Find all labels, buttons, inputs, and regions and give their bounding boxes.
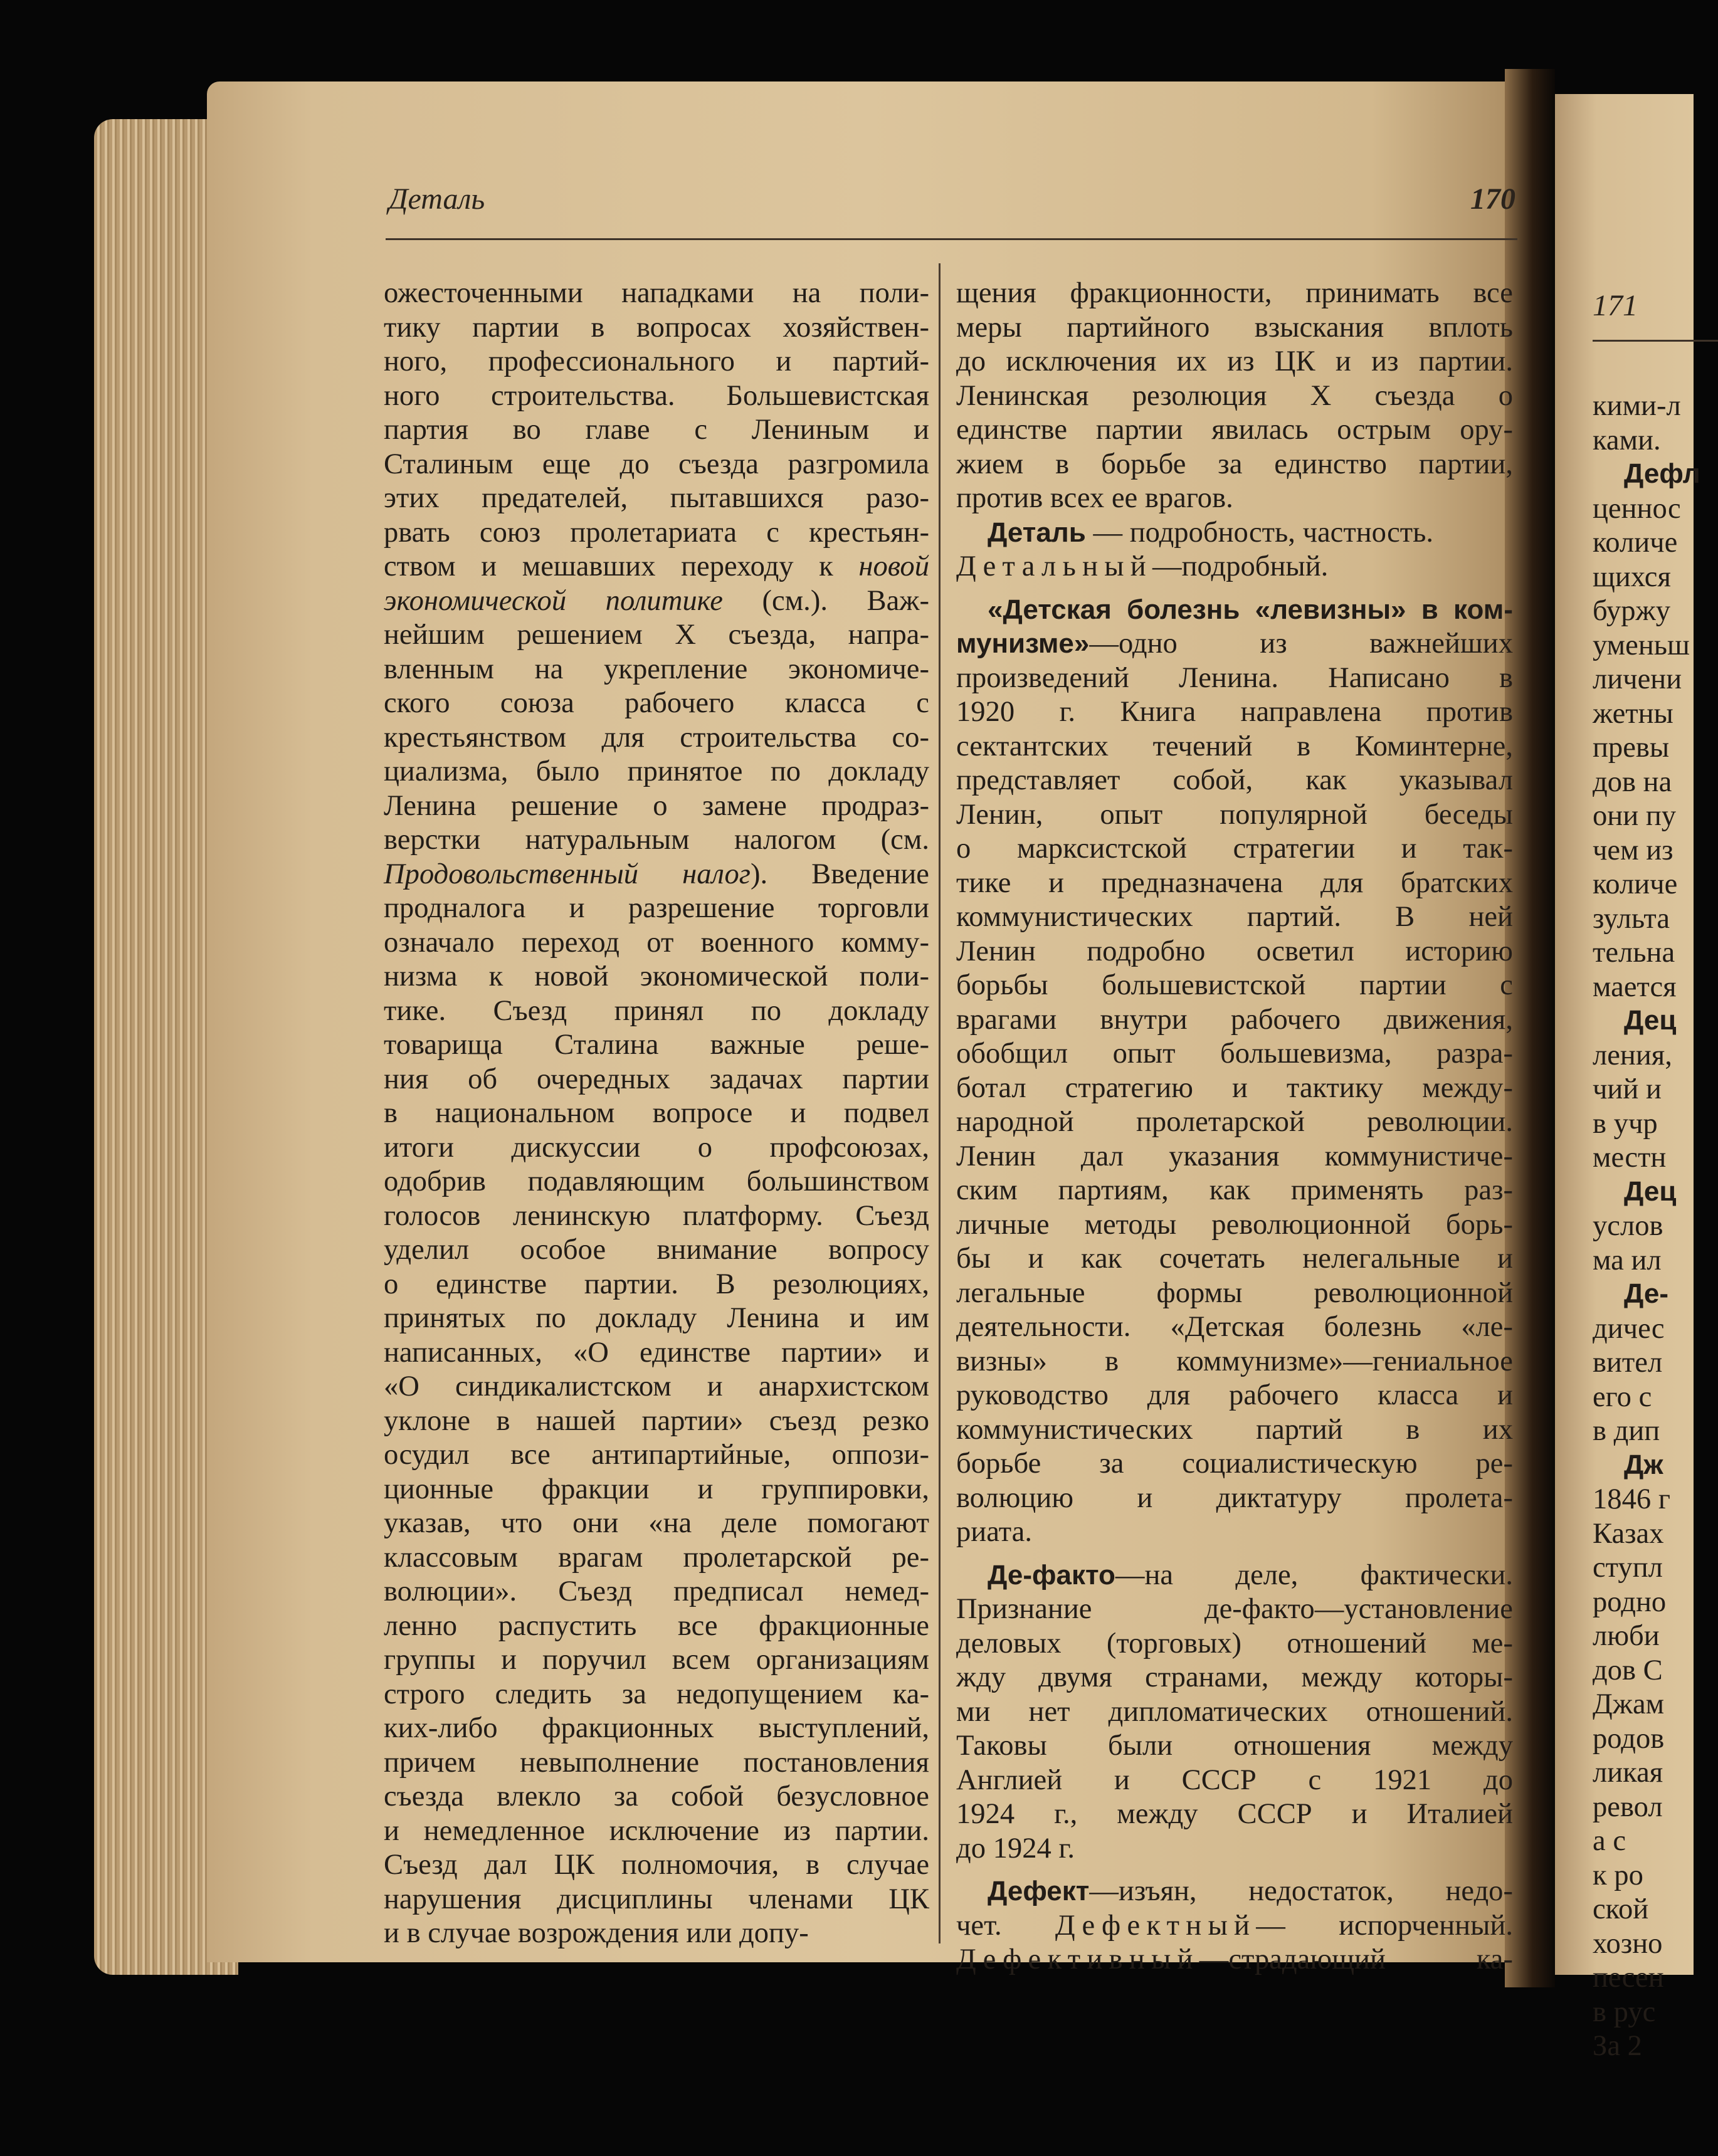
text-line: против всех ее врагов. bbox=[956, 481, 1233, 514]
right-page-line: а с bbox=[1593, 1824, 1626, 1857]
right-page-line: количе bbox=[1593, 526, 1678, 559]
right-header-rule bbox=[1593, 340, 1718, 342]
right-page-line: ступл bbox=[1593, 1551, 1663, 1584]
right-page-line: местн bbox=[1593, 1141, 1667, 1174]
right-page-line: ской bbox=[1593, 1893, 1649, 1925]
right-page-line: услов bbox=[1593, 1209, 1663, 1242]
definition-detskaya-start: —одно из важнейших bbox=[1089, 627, 1513, 660]
entry-defacto bbox=[956, 1558, 1513, 1592]
right-page-line: дов С bbox=[1593, 1653, 1663, 1686]
text-line: личные методы революционной борь- bbox=[956, 1207, 1513, 1241]
text-line: Признание де-факто—установление bbox=[956, 1592, 1513, 1625]
text-line: принятых по докладу Ленина и им bbox=[384, 1301, 929, 1334]
text-line: сектантских течений в Коминтерне, bbox=[956, 729, 1513, 762]
text-line: строго следить за недопущением ка- bbox=[384, 1677, 929, 1710]
text-line: ния об очередных задачах партии bbox=[384, 1062, 929, 1095]
text-line: руководство для рабочего класса и bbox=[956, 1379, 1513, 1411]
text-line: бы и как сочетать нелегальные и bbox=[956, 1242, 1513, 1275]
definition-defekt: —изъян, недостаток, недо- bbox=[1089, 1875, 1513, 1907]
right-page-line: Де- bbox=[1624, 1278, 1669, 1309]
right-page-line: родно bbox=[1593, 1585, 1667, 1618]
text-line: Сталиным еще до съезда разгромила bbox=[384, 447, 929, 480]
text-line: риата. bbox=[956, 1515, 1032, 1548]
headword-defacto: Де-факто bbox=[988, 1559, 1115, 1591]
text-line: нарушения дисциплины членами ЦК bbox=[384, 1882, 929, 1915]
entry-detskaya-body bbox=[956, 661, 1513, 1549]
text-line: классовым врагам пролетарской ре- bbox=[384, 1540, 929, 1574]
right-page-line: 1846 г bbox=[1593, 1483, 1670, 1515]
entry-defekt bbox=[956, 1874, 1513, 1908]
text-line: в национальном вопросе и подвел bbox=[384, 1096, 929, 1129]
text-line: борьбы большевистской партии с bbox=[956, 969, 1513, 1001]
entry-detskaya-heading bbox=[956, 592, 1513, 627]
right-page-line: они пу bbox=[1593, 799, 1677, 832]
right-page-line: его с bbox=[1593, 1380, 1652, 1413]
text-line: Ленин подробно осветил историю bbox=[956, 934, 1513, 967]
text-line: ми нет дипломатических отношений. bbox=[956, 1695, 1513, 1728]
text-line: о единстве партии. В резолюциях, bbox=[384, 1267, 929, 1300]
right-page-line: ма ил bbox=[1593, 1243, 1662, 1276]
text-line: одобрив подавляющим большинством bbox=[384, 1165, 929, 1197]
right-page-line: револ bbox=[1593, 1790, 1663, 1823]
text-line: верстки натуральным налогом (см. bbox=[384, 823, 929, 856]
text-line: товарища Сталина важные реше- bbox=[384, 1028, 929, 1061]
entry-detalny bbox=[956, 549, 1513, 584]
text-line: и немедленное исключение из партии. bbox=[384, 1814, 929, 1847]
headword-detskaya-1: «Детская болезнь «левизны» в ком- bbox=[988, 594, 1513, 625]
text-line: Ленинская резолюция X съезда о bbox=[956, 379, 1513, 412]
right-page-line: чий и bbox=[1593, 1073, 1662, 1105]
right-page-line: в рус bbox=[1593, 1995, 1656, 2028]
text-line: тику партии в вопросах хозяйствен- bbox=[384, 310, 929, 344]
right-page-line: тельна bbox=[1593, 936, 1675, 969]
entry-detskaya-line2 bbox=[956, 626, 1513, 661]
text-line: «О синдикалистском и анархистском bbox=[384, 1370, 929, 1402]
text-line: легальные формы революционной bbox=[956, 1276, 1513, 1309]
text-line: о марксистской стратегии и так- bbox=[956, 832, 1513, 865]
text-line: написанных, «О единстве партии» и bbox=[384, 1335, 929, 1369]
text-line: коммунистических партий. В ней bbox=[956, 900, 1513, 933]
right-page-line: Дж bbox=[1624, 1449, 1663, 1480]
text-line: обобщил опыт большевизма, разра- bbox=[956, 1037, 1513, 1070]
text-line: жием в борьбе за единство партии, bbox=[956, 447, 1513, 480]
running-head: Деталь bbox=[389, 182, 485, 216]
text-line: вленным на укрепление экономиче- bbox=[384, 652, 929, 685]
text-line: ожесточенными нападками на поли- bbox=[384, 276, 929, 309]
right-page-line: в дип bbox=[1593, 1414, 1660, 1447]
right-page-line: ценнос bbox=[1593, 492, 1681, 525]
text-line: борьбе за социалистическую ре- bbox=[956, 1447, 1513, 1480]
text-line: ного, профессионального и партий- bbox=[384, 345, 929, 377]
text-line: ством и мешавших переходу к новой bbox=[384, 550, 929, 582]
text-line: экономической политике (см.). Важ- bbox=[384, 584, 929, 617]
entry-defektny bbox=[956, 1908, 1513, 1943]
right-page-line: хозно bbox=[1593, 1927, 1663, 1960]
right-page-line: количе bbox=[1593, 868, 1678, 900]
text-line: ного строительства. Большевистская bbox=[384, 379, 929, 412]
text-line: низма к новой экономической поли- bbox=[384, 960, 929, 992]
text-line: жду двумя странами, между которы- bbox=[956, 1661, 1513, 1693]
page-number: 170 bbox=[1470, 182, 1515, 216]
text-line: деловых (торговых) отношений ме- bbox=[956, 1626, 1513, 1659]
text-line: щения фракционности, принимать все bbox=[956, 276, 1513, 309]
text-line: причем невыполнение постановления bbox=[384, 1745, 929, 1779]
right-page-line: За 2 bbox=[1593, 2029, 1642, 2062]
headword-detal: Деталь bbox=[988, 517, 1086, 548]
right-page-line: дичес bbox=[1593, 1312, 1665, 1345]
text-line: осудил все антипартийные, оппози- bbox=[384, 1438, 929, 1471]
text-line: Съезд дал ЦК полномочия, в случае bbox=[384, 1848, 929, 1881]
right-page bbox=[1555, 94, 1700, 2062]
right-page-line: песен bbox=[1593, 1961, 1664, 1994]
right-page-line: уменьш bbox=[1593, 628, 1690, 661]
definition-defacto: —на деле, фактически. bbox=[1115, 1558, 1513, 1591]
text-line: до 1924 г. bbox=[956, 1831, 1075, 1864]
text-line: циализма, было принятое по докладу bbox=[384, 755, 929, 787]
right-page-line: щихся bbox=[1593, 560, 1671, 593]
text-line: коммунистических партий в их bbox=[956, 1412, 1513, 1446]
text-line: визны» в коммунизме»—гениальное bbox=[956, 1344, 1513, 1377]
text-line: группы и поручил всем организациям bbox=[384, 1643, 929, 1676]
text-line: Ленина решение о замене продраз- bbox=[384, 789, 929, 822]
right-page-line: личени bbox=[1593, 663, 1682, 695]
definition-defekt-end: чет. bbox=[956, 1908, 1002, 1942]
text-line: волюцию и диктатуру пролета- bbox=[956, 1481, 1513, 1514]
right-page-line: зульта bbox=[1593, 902, 1670, 935]
text-line: произведений Ленина. Написано в bbox=[956, 661, 1513, 694]
text-line: 1924 г., между СССР и Италией bbox=[956, 1797, 1513, 1830]
right-page-line: дов на bbox=[1593, 765, 1672, 798]
text-line: народной пролетарской революции. bbox=[956, 1105, 1513, 1138]
right-page-line: Джам bbox=[1593, 1688, 1665, 1720]
right-page-line: буржу bbox=[1593, 594, 1671, 627]
text-line: рвать союз пролетариата с крестьян- bbox=[384, 515, 929, 549]
column-1 bbox=[384, 276, 929, 1950]
right-page-line: Дец bbox=[1624, 1005, 1677, 1036]
text-line: уклоне в нашей партии» съезд резко bbox=[384, 1404, 929, 1437]
text-line: нейшим решением X съезда, напра- bbox=[384, 618, 929, 651]
text-line: тике и предназначена для братских bbox=[956, 866, 1513, 899]
text-line: Ленин, опыт популярной беседы bbox=[956, 797, 1513, 831]
definition-defektny: — испорченный. bbox=[1256, 1908, 1513, 1942]
text-line: меры партийного взыскания вплоть bbox=[956, 310, 1513, 344]
right-page-line: Казах bbox=[1593, 1517, 1664, 1550]
right-page-line: жетны bbox=[1593, 697, 1673, 730]
definition-detalny: —подробный. bbox=[1152, 550, 1329, 582]
right-page-line: мается bbox=[1593, 970, 1677, 1003]
text-line: крестьянством для строительства со- bbox=[384, 720, 929, 754]
entry-defacto-body bbox=[956, 1592, 1513, 1865]
text-line: Продовольственный налог). Введение bbox=[384, 857, 929, 890]
column-2 bbox=[956, 276, 1513, 1977]
text-line: Таковы были отношения между bbox=[956, 1729, 1513, 1762]
right-page-line: кими-л bbox=[1593, 389, 1681, 422]
right-page-line: Дец bbox=[1624, 1175, 1677, 1207]
right-page-line: ликая bbox=[1593, 1756, 1663, 1789]
word-detalny: Детальный bbox=[956, 550, 1152, 582]
definition-defektivny: —страдающий ка- bbox=[1199, 1943, 1513, 1975]
word-defektny: Дефектный bbox=[1055, 1908, 1257, 1942]
right-page-line: ления, bbox=[1593, 1038, 1672, 1071]
text-line: тике. Съезд принял по докладу bbox=[384, 994, 929, 1027]
definition-detal: — подробность, частность. bbox=[1093, 515, 1434, 549]
text-line: представляет собой, как указывал bbox=[956, 764, 1513, 796]
text-line: продналога и разрешение торговли bbox=[384, 891, 929, 924]
right-page-number: 171 bbox=[1593, 289, 1638, 322]
paragraph-x-congress-end bbox=[956, 276, 1513, 515]
text-line: волюции». Съезд предписал немед- bbox=[384, 1575, 929, 1607]
text-line: съезда влекло за собой безусловное bbox=[384, 1780, 929, 1812]
text-line: уделил особое внимание вопросу bbox=[384, 1233, 929, 1266]
text-line: деятельности. «Детская болезнь «ле- bbox=[956, 1310, 1513, 1343]
word-defektivny: Дефективный bbox=[956, 1943, 1199, 1975]
entry-detal bbox=[956, 515, 1513, 550]
entry-defektivny bbox=[956, 1942, 1513, 1977]
text-line: итоги дискуссии о профсоюзах, bbox=[384, 1130, 929, 1164]
text-line: до исключения их из ЦК и из партии. bbox=[956, 345, 1513, 377]
text-line: означало переход от военного комму- bbox=[384, 925, 929, 959]
text-line: партия во главе с Лениным и bbox=[384, 413, 929, 446]
text-line: и в случае возрождения или допу- bbox=[384, 1917, 809, 1949]
text-line: Ленин дал указания коммунистиче- bbox=[956, 1139, 1513, 1172]
text-line: указав, что они «на деле помогают bbox=[384, 1507, 929, 1539]
right-page-text bbox=[1593, 389, 1700, 2063]
column-rule bbox=[939, 263, 941, 1943]
right-page-line: Дефл bbox=[1624, 458, 1700, 489]
text-line: этих предателей, пытавшихся разо- bbox=[384, 481, 929, 514]
text-line: 1920 г. Книга направлена против bbox=[956, 695, 1513, 728]
text-line: ционные фракции и группировки, bbox=[384, 1472, 929, 1505]
text-line: голосов ленинскую платформу. Съезд bbox=[384, 1199, 929, 1232]
text-line: ких-либо фракционных выступлений, bbox=[384, 1712, 929, 1744]
text-line: ботал стратегию и тактику между- bbox=[956, 1071, 1513, 1104]
right-page-line: превы bbox=[1593, 731, 1670, 764]
headword-detskaya-2: мунизме» bbox=[956, 628, 1090, 659]
right-page-line: вител bbox=[1593, 1346, 1663, 1379]
text-line: ским партиям, как применять раз- bbox=[956, 1174, 1513, 1206]
right-page-line: в учр bbox=[1593, 1107, 1658, 1140]
text-line: единстве партии явилась острым ору- bbox=[956, 413, 1513, 446]
right-page-line: к ро bbox=[1593, 1858, 1643, 1891]
text-line: ского союза рабочего класса с bbox=[384, 686, 929, 719]
text-line: врагами внутри рабочего движения, bbox=[956, 1002, 1513, 1036]
text-line: ленно распустить все фракционные bbox=[384, 1609, 929, 1642]
right-page-line: ками. bbox=[1593, 423, 1661, 456]
right-page-line: родов bbox=[1593, 1722, 1665, 1755]
text-line: Англией и СССР с 1921 до bbox=[956, 1763, 1513, 1796]
header-rule bbox=[386, 238, 1517, 240]
headword-defekt: Дефект bbox=[988, 1876, 1090, 1906]
right-page-line: чем из bbox=[1593, 833, 1673, 866]
right-page-line: люби bbox=[1593, 1619, 1660, 1652]
